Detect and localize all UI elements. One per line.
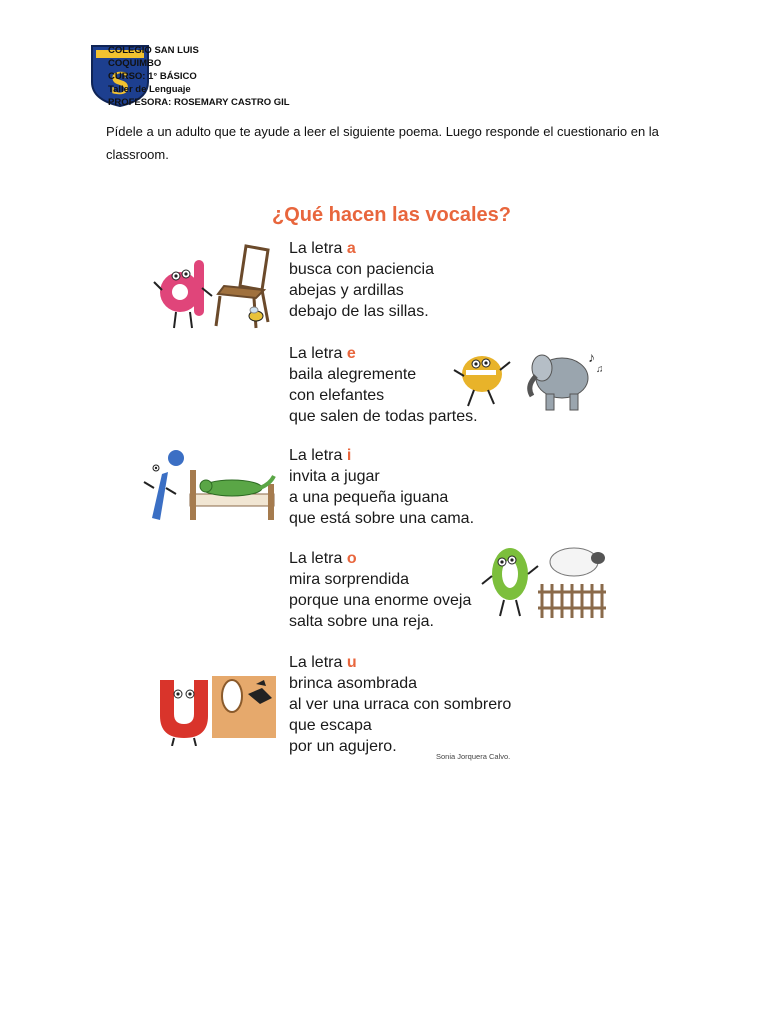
poem-line: debajo de las sillas. xyxy=(289,303,429,320)
school-header xyxy=(108,44,290,109)
poem-line: salta sobre una reja. xyxy=(289,613,434,630)
instructions-text: Pídele a un adulto que te ayude a leer el siguiente poema. Luego responde el cuestionario en la classroom. xyxy=(106,124,659,162)
stanza-o xyxy=(289,548,471,632)
stanza-a xyxy=(289,238,434,322)
stanza-i xyxy=(289,445,474,529)
stanza-heading: La letra e xyxy=(289,345,356,362)
poem-line: busca con paciencia xyxy=(289,261,434,278)
poem-line: a una pequeña iguana xyxy=(289,489,449,506)
stanza-heading: La letra a xyxy=(289,240,356,257)
svg-text:♫: ♫ xyxy=(596,364,604,375)
poem-line: que escapa xyxy=(289,717,372,734)
poem-line: abejas y ardillas xyxy=(289,282,404,299)
letter-a-chair-illustration xyxy=(150,240,278,332)
poem-line: brinca asombrada xyxy=(289,675,418,692)
poem-title: ¿Qué hacen las vocales? xyxy=(272,204,511,226)
poem-line: por un agujero. xyxy=(289,738,397,755)
subject-label: Taller de Lenguaje xyxy=(108,84,191,95)
poem-line: porque una enorme oveja xyxy=(289,592,472,609)
stanza-e xyxy=(289,343,478,427)
poem-line: mira sorprendida xyxy=(289,571,410,588)
poem-line: con elefantes xyxy=(289,387,385,404)
course-label: CURSO: 1° BÁSICO xyxy=(108,71,197,82)
poem-line: que está sobre una cama. xyxy=(289,510,475,527)
poem-line: invita a jugar xyxy=(289,468,380,485)
letter-e-elephant-illustration xyxy=(452,340,608,420)
poem-author: Sonia Jorquera Calvo. xyxy=(436,752,511,761)
svg-text:S: S xyxy=(110,65,130,102)
letter-i-iguana-illustration xyxy=(140,448,276,526)
stanza-heading: La letra o xyxy=(289,550,357,567)
stanza-heading: La letra i xyxy=(289,447,352,464)
stanza-heading: La letra u xyxy=(289,654,357,671)
school-name: COLEGIO SAN LUIS xyxy=(108,45,199,56)
poem-line: al ver una urraca con sombrero xyxy=(289,696,512,713)
poem-line: que salen de todas partes. xyxy=(289,408,478,425)
svg-text:♪: ♪ xyxy=(588,349,595,365)
teacher-label: PROFESORA: ROSEMARY CASTRO GIL xyxy=(108,97,290,108)
stanza-u xyxy=(289,652,511,757)
school-city: COQUIMBO xyxy=(108,58,162,69)
letter-o-sheep-illustration xyxy=(476,540,608,622)
poem-line: baila alegremente xyxy=(289,366,417,383)
letter-u-magpie-illustration xyxy=(152,668,276,746)
